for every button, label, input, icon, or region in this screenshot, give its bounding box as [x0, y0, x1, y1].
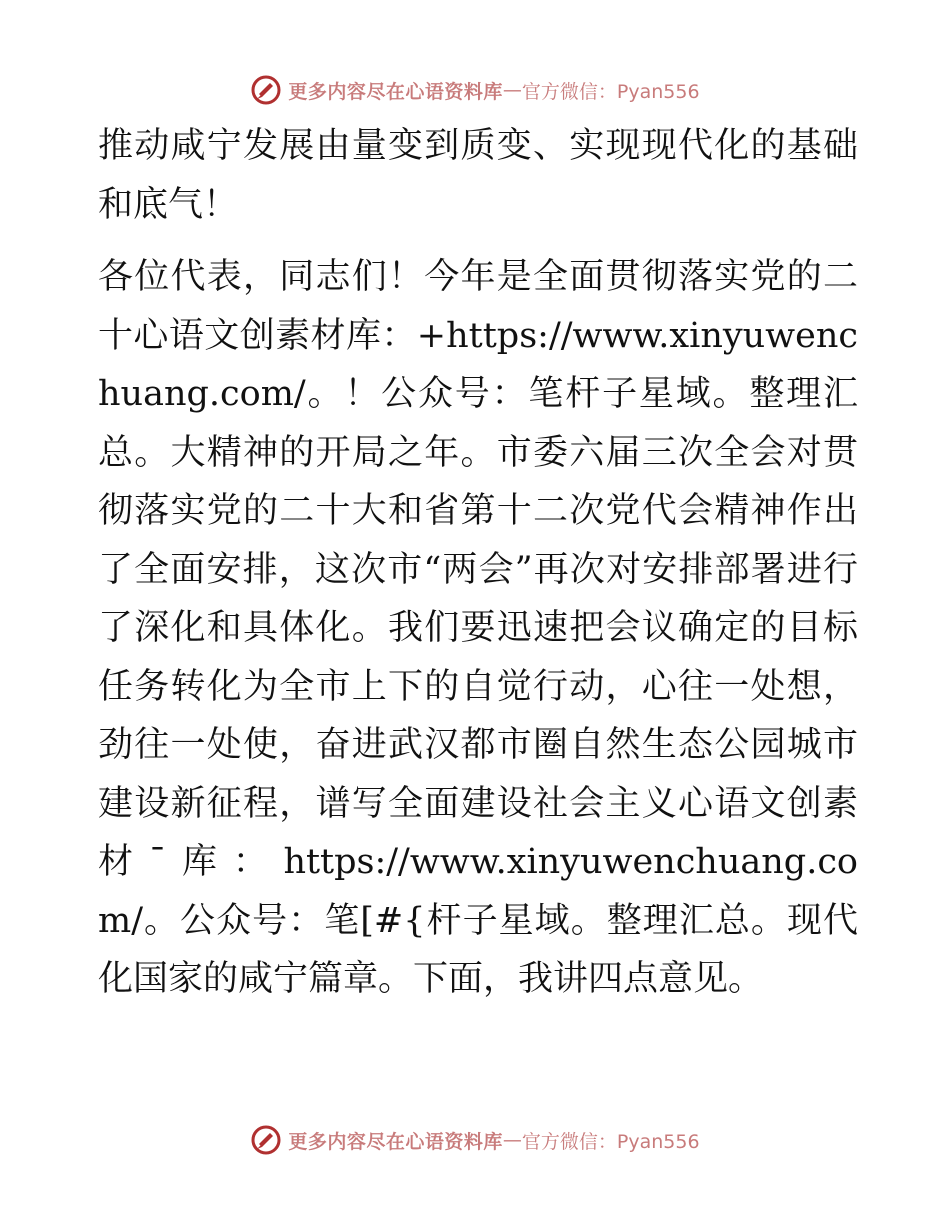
paragraph-2: 各位代表，同志们！今年是全面贯彻落实党的二十心语文创素材库：+https://www.xinyuwenchuang.com/。！公众号：笔杆子星域。整理汇总。大精神的开局之年。市委六届三次全会对贯彻落实党的二十大和省第十二次党代会精神作出了全面安排，这次市“两会”再次对安排部署进行了深化和具体化。我们要迅速把会议确定的目标任务转化为全市上下的自觉行动，心往一处想，劲往一处使，奋进武汉都市圈自然生态公园城市建设新征程，谱写全面建设社会主义心语文创素材¯库：https://www.xinyuwenchuang.com/。公众号：笔[#{杆子星域。整理汇总。现代化国家的咸宁篇章。下面，我讲四点意见。: [98, 257, 858, 999]
header-separator: —: [502, 79, 522, 101]
footer-banner: [0, 1120, 950, 1160]
footer-separator: —: [502, 1129, 522, 1151]
footer-slogan: 更多内容尽在心语资料库: [288, 1130, 503, 1153]
document-body: [98, 117, 858, 1009]
header-slogan: 更多内容尽在心语资料库: [288, 80, 503, 103]
header-wechat: 官方微信：Pyan556: [521, 80, 700, 103]
brand-logo-icon: [250, 74, 282, 106]
paragraph-1: 推动咸宁发展由量变到质变、实现现代化的基础和底气！: [98, 126, 858, 225]
footer-wechat: 官方微信：Pyan556: [521, 1130, 700, 1153]
brand-logo-icon: [250, 1124, 282, 1156]
header-banner: [0, 70, 950, 110]
